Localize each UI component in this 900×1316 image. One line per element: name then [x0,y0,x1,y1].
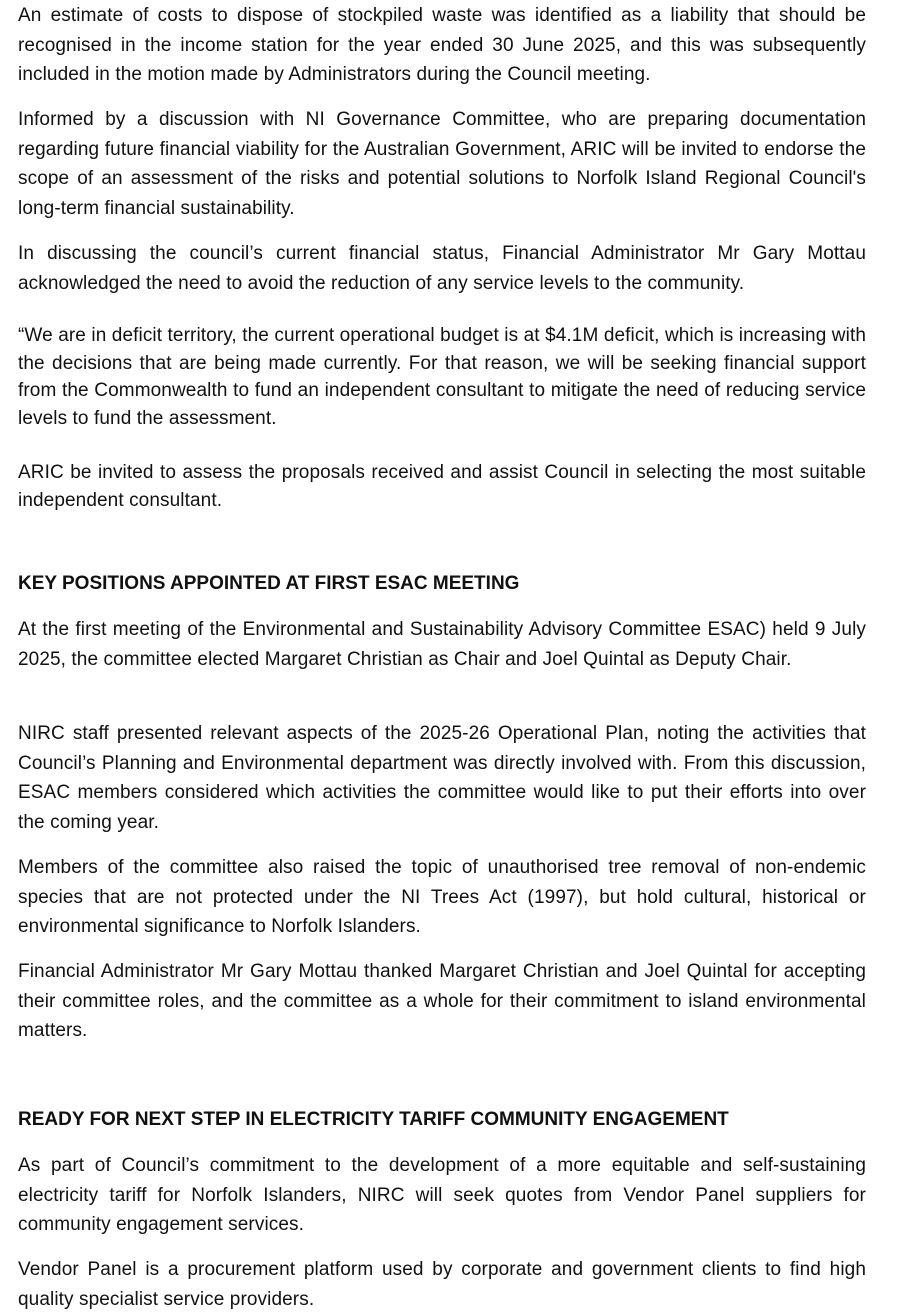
paragraph-operational-plan: NIRC staff presented relevant aspects of the 2025-26 Operational Plan, noting the activities that Council’s Planning and Environmental department was directly involved with. From this discussion, ESAC members considered which activities the committee would like to put their efforts into over the coming year. [18,723,866,833]
paragraph-thanks: Financial Administrator Mr Gary Mottau thanked Margaret Christian and Joel Quintal for accepting their committee roles, and the committee as a whole for their commitment to island environmental matters. [18,961,866,1041]
paragraph-vendor-quotes: As part of Council’s commitment to the development of a more equitable and self-sustaining electricity tariff for Norfolk Islanders, NIRC will seek quotes from Vendor Panel suppliers for community engagement services. [18,1155,866,1235]
paragraph-esac-first-meeting: At the first meeting of the Environmental and Sustainability Advisory Committee ESAC) held 9 July 2025, the committee elected Margaret Christian as Chair and Joel Quintal as Deputy Chair. [18,619,866,670]
heading-electricity-tariff: READY FOR NEXT STEP IN ELECTRICITY TARIFF COMMUNITY ENGAGEMENT [18,1109,729,1130]
paragraph-deficit-quote: “We are in deficit territory, the current operational budget is at $4.1M deficit, which is increasing with the decisions that are being made currently. For that reason, we will be seeking financial support from the Commonwealth to fund an independent consultant to mitigate the need of reducing service levels to fund the assessment. [18,325,866,429]
paragraph-waste-liability: An estimate of costs to dispose of stockpiled waste was identified as a liability that should be recognised in the income station for the year ended 30 June 2025, and this was subsequently included in the motion made by Administrators during the Council meeting. [18,5,866,85]
paragraph-governance-committee: Informed by a discussion with NI Governance Committee, who are preparing documentation regarding future financial viability for the Australian Government, ARIC will be invited to endorse the scope of an assessment of the risks and potential solutions to Norfolk Island Regional Council's long-term financial sustainability. [18,109,866,219]
paragraph-financial-status: In discussing the council’s current financial status, Financial Administrator Mr Gary Mottau acknowledged the need to avoid the reduction of any service levels to the community. [18,243,866,294]
heading-esac-meeting: KEY POSITIONS APPOINTED AT FIRST ESAC MEETING [18,573,520,594]
paragraph-aric-proposals: ARIC be invited to assess the proposals received and assist Council in selecting the most suitable independent consultant. [18,462,866,511]
paragraph-tree-removal: Members of the committee also raised the topic of unauthorised tree removal of non-endemic species that are not protected under the NI Trees Act (1997), but hold cultural, historical or environmental significance to Norfolk Islanders. [18,857,866,937]
paragraph-vendor-panel: Vendor Panel is a procurement platform used by corporate and government clients to find high quality specialist service providers. [18,1259,866,1310]
